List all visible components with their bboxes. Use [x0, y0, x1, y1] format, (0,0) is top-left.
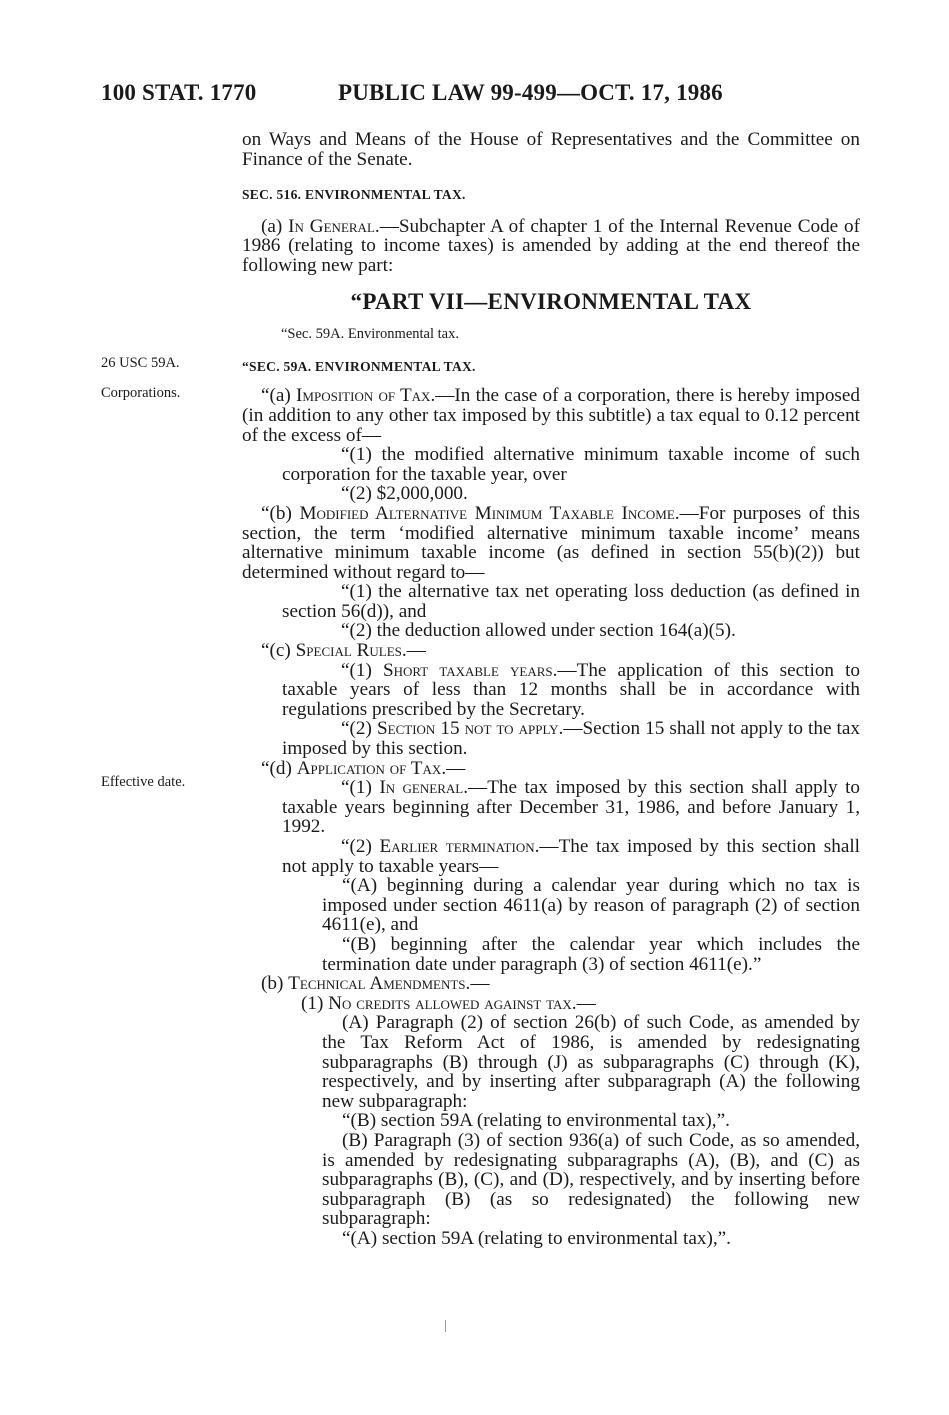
part-heading: “PART VII—ENVIRONMENTAL TAX [350, 288, 752, 314]
stat-citation: 100 STAT. 1770 [101, 80, 257, 105]
modified-amti: “(b) Modified Alternative Minimum Taxable Income.—For purposes of this section, the term ‘modified alternative minimum taxable income’ means alternative minimum taxable income (as defined in section 55(b)(2)) but determined without regard to— [242, 502, 861, 583]
running-head: PUBLIC LAW 99-499—OCT. 17, 1986 [338, 80, 723, 105]
amendment-b-quote: “(A) section 59A (relating to environmental tax),”. [342, 1227, 731, 1249]
intro-paragraph: on Ways and Means of the House of Representatives and the Committee on Finance of the Senate. [242, 129, 860, 170]
table-of-sections: “Sec. 59A. Environmental tax. [281, 326, 459, 343]
margin-note-effective-date: Effective date. [101, 774, 186, 790]
short-taxable-years: “(1) Short taxable years.—The application of this section to taxable years of less than 12 months shall be in accordance with regulations prescribed by the Secretary. [282, 659, 861, 720]
termination-clause-a: “(A) beginning during a calendar year during which no tax is imposed under section 4611(a) by reason of paragraph (2) of section 4611(e), and [322, 875, 860, 936]
amendment-b: (B) Paragraph (3) of section 936(a) of such Code, as so amended, is amended by redesignating subparagraphs (A), (B), and (C) as subparagraphs (B), (C), and (D), respectively, and by inserting before subparagraph (B) (as so redesignated) the following new subparagraph: [322, 1129, 860, 1230]
sec59a-heading: “SEC. 59A. ENVIRONMENTAL TAX. [242, 358, 476, 374]
amendment-a: (A) Paragraph (2) of section 26(b) of such Code, as amended by the Tax Reform Act of 1986, is amended by redesignating subparagraphs (B) through (J) as subparagraphs (C) through (K), respectively, and by inserting after subparagraph (A) the following new subparagraph: [322, 1012, 860, 1112]
amti-para-2: “(2) the deduction allowed under section 164(a)(5). [341, 620, 736, 642]
section-15-not-apply: “(2) Section 15 not to apply.—Section 15 shall not apply to the tax imposed by this section. [282, 718, 860, 760]
earlier-termination: “(2) Earlier termination.—The tax imposed by this section shall not apply to taxable years— [282, 836, 861, 877]
imposition-para-2: “(2) $2,000,000. [341, 483, 468, 505]
no-credits-allowed: (1) No credits allowed against tax.— [301, 992, 596, 1014]
margin-note-usc: 26 USC 59A. [101, 355, 180, 371]
amendment-a-quote: “(B) section 59A (relating to environmental tax),”. [342, 1110, 730, 1132]
application-of-tax: “(d) Application of Tax.— [261, 757, 466, 779]
margin-note-corporations: Corporations. [101, 385, 181, 401]
page-mark [445, 1320, 450, 1332]
termination-clause-b: “(B) beginning after the calendar year which includes the termination date under paragraph (3) of section 4611(e).” [322, 933, 860, 975]
in-general-rule: “(1) In general.—The tax imposed by this section shall apply to taxable years beginning after December 31, 1986, and before January 1, 1992. [282, 777, 861, 838]
special-rules: “(c) Special Rules.— [261, 640, 426, 662]
text-column [242, 130, 860, 1248]
amti-para-1: “(1) the alternative tax net operating loss deduction (as defined in section 56(d)), and [282, 581, 860, 622]
imposition-para-1: “(1) the modified alternative minimum taxable income of such corporation for the taxable year, over [282, 444, 860, 485]
section-heading: SEC. 516. ENVIRONMENTAL TAX. [242, 187, 466, 203]
imposition-of-tax: “(a) Imposition of Tax.—In the case of a corporation, there is hereby imposed (in addition to any other tax imposed by this subtitle) a tax equal to 0.12 percent of the excess of— [242, 385, 860, 446]
technical-amendments: (b) Technical Amendments.— [261, 973, 490, 995]
subsection-a: (a) In General.—Subchapter A of chapter 1 of the Internal Revenue Code of 1986 (relating to income taxes) is amended by adding at the end thereof the following new part: [242, 215, 861, 276]
